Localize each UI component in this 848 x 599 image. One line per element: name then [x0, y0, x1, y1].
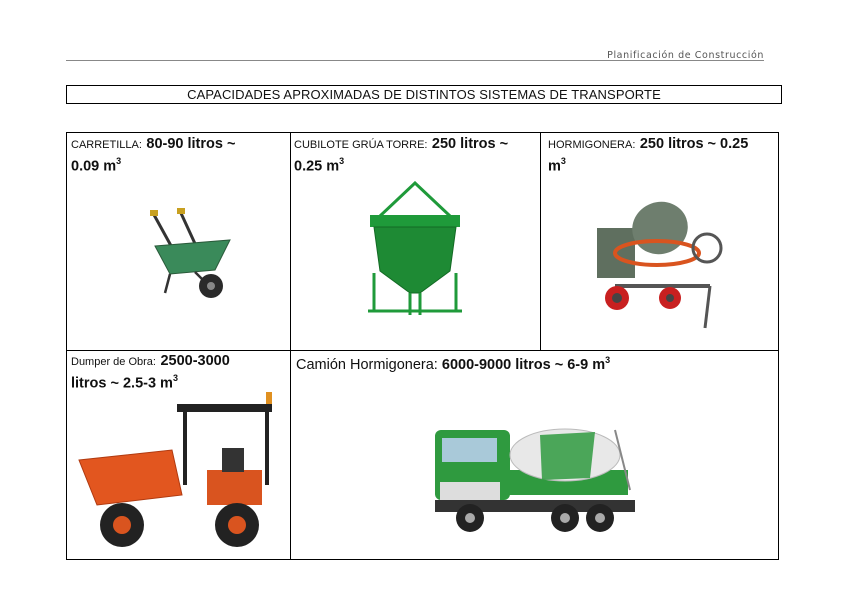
- cell-value-unit: m: [548, 158, 561, 175]
- mixer-truck-icon: [430, 410, 645, 540]
- cell-value: 80-90 litros ~: [146, 136, 236, 152]
- cell-value-unit: litros ~ 2.5-3 m: [71, 375, 173, 392]
- cell-label: Dumper de Obra:: [71, 356, 156, 368]
- table-title: CAPACIDADES APROXIMADAS DE DISTINTOS SISTEMAS DE TRANSPORTE: [66, 85, 782, 104]
- cell-label: CARRETILLA:: [71, 139, 142, 151]
- capacity-table: [66, 132, 779, 560]
- superscript: 3: [560, 156, 566, 166]
- cell-value-unit: 0.09 m: [71, 158, 117, 175]
- crane-bucket-icon: [360, 181, 470, 321]
- cell-camion: [290, 350, 778, 559]
- cell-value: 250 litros ~ 0.25: [639, 136, 749, 152]
- cell-label: Camión Hormigonera:: [296, 356, 438, 373]
- dumper-icon: [77, 390, 277, 555]
- superscript: 3: [116, 156, 122, 166]
- cell-value: 250 litros ~: [431, 136, 509, 152]
- wheelbarrow-icon: [145, 208, 235, 303]
- cell-carretilla: [67, 133, 290, 350]
- cell-dumper: [67, 350, 290, 559]
- superscript: 3: [339, 156, 345, 166]
- cell-value-unit: 0.25 m: [294, 158, 340, 175]
- superscript: 3: [605, 355, 611, 365]
- concrete-mixer-icon: [595, 198, 725, 333]
- cell-value: 6000-9000 litros ~ 6-9 m: [441, 356, 606, 373]
- cell-cubilote: [290, 133, 540, 350]
- cell-value: 2500-3000: [160, 353, 230, 369]
- cell-hormigonera: [540, 133, 778, 350]
- cell-label: CUBILOTE GRÚA TORRE:: [294, 139, 428, 151]
- superscript: 3: [172, 373, 178, 383]
- cell-label: HORMIGONERA:: [548, 139, 636, 151]
- page-header: Planificación de Construcción: [607, 50, 764, 61]
- header-rule: [66, 60, 764, 61]
